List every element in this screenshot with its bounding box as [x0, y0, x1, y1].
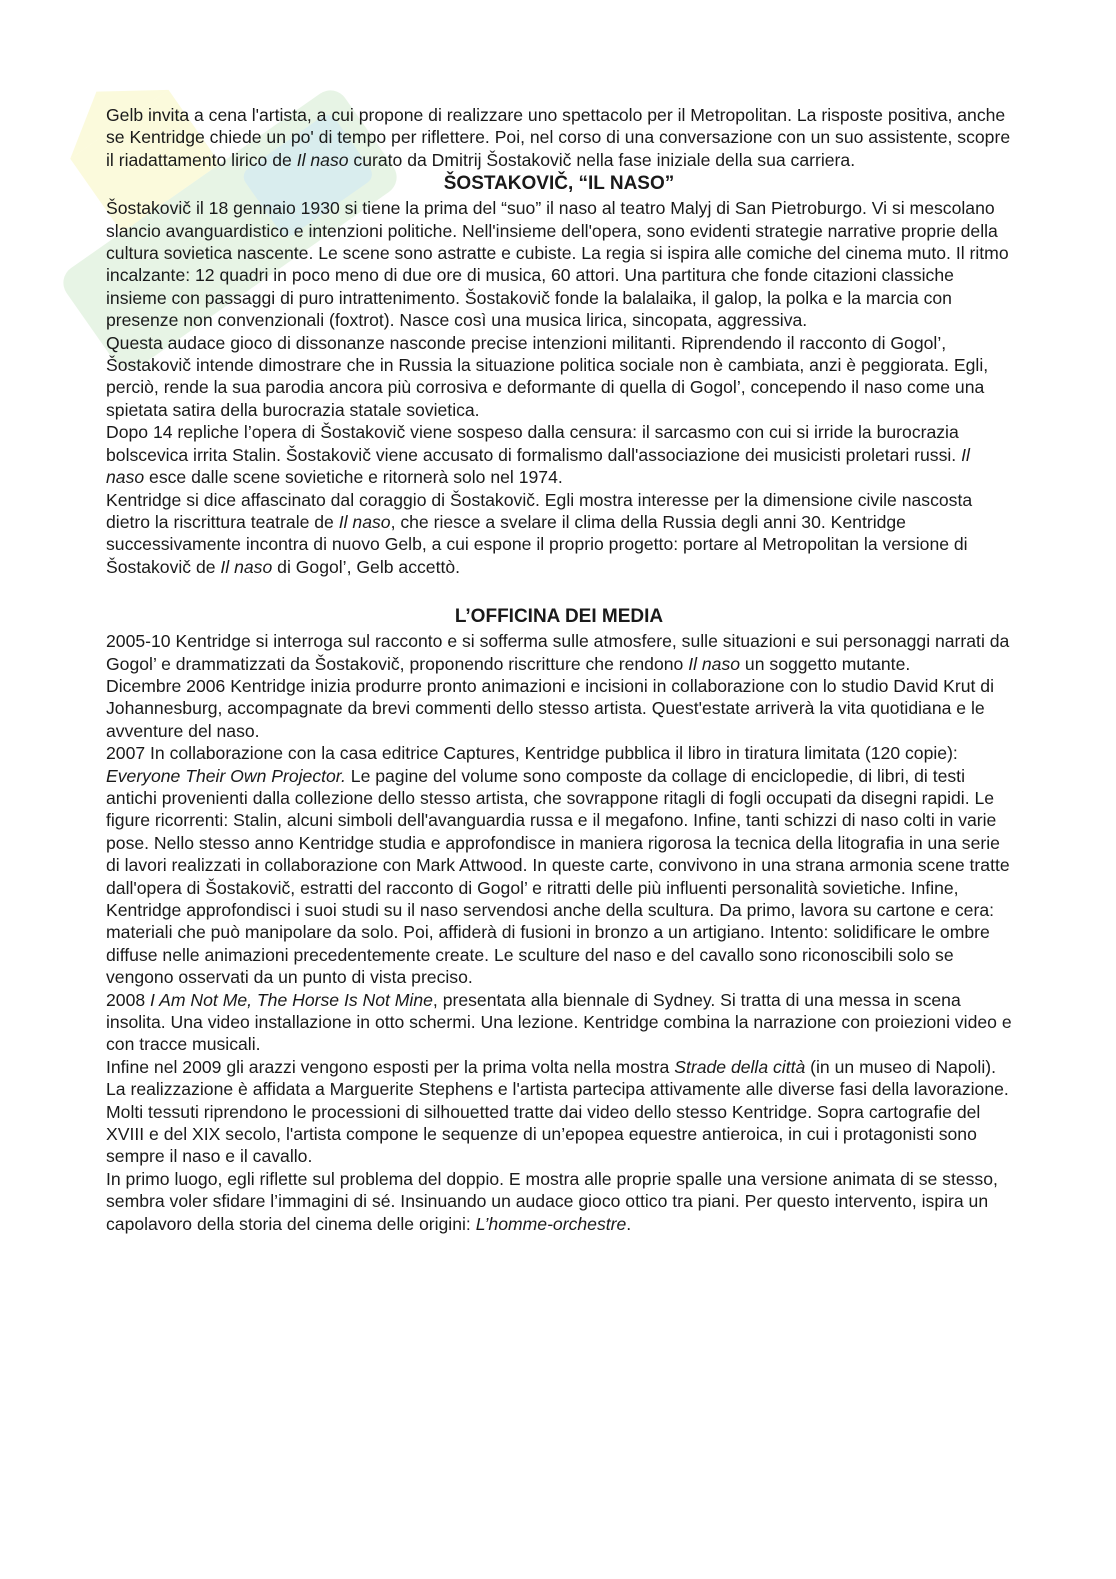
- body-paragraph: [106, 989, 1012, 1056]
- document-page: [106, 104, 1012, 1235]
- paragraph-text: Questa audace gioco di dissonanze nasconde precise intenzioni militanti. Riprendendo il racconto di Gogol’, Šostakovič intende dimostrare che in Russia la situazione politica sociale non è cambiata, anzi è peggiorata. Egli, perciò, rende la sua parodia ancora più corrosiva e deformante di quella di Gogol’, concependo il naso come una spietata satira della burocrazia statale sovietica.: [106, 332, 989, 420]
- paragraph-text: 2008: [106, 989, 151, 1010]
- paragraph-text: Dopo 14 repliche l’opera di Šostakovič viene sospeso dalla censura: il sarcasmo con cui si irride la burocrazia bolscevica irrita Stalin. Šostakovič viene accusato di formalismo dall'associazione dei musicisti proletari russi.: [106, 422, 962, 465]
- paragraph-text: Šostakovič il 18 gennaio 1930 si tiene la prima del “suo” il naso al teatro Malyj di San Pietroburgo. Vi si mescolano slancio avanguardistico e intenzioni politiche. Nell'insieme dell'opera, sono evidenti strategie narrative proprie della cultura sovietica nascente. Le scene sono astratte e cubiste. La regia si ispira alle comiche del cinema muto. Il ritmo incalzante: 12 quadri in poco meno di due ore di musica, 60 attori. Una partitura che fonde citazioni classiche insieme con passaggi di puro intrattenimento. Šostakovič fonde la balalaika, il galop, la polka e la marcia con presenze non convenzionali (foxtrot). Nasce così una musica lirica, sincopata, aggressiva.: [106, 198, 1009, 331]
- section-heading: ŠOSTAKOVIČ, “IL NASO”: [443, 173, 675, 195]
- paragraph-text: .: [626, 1213, 632, 1234]
- paragraph-text: , che riesce a svelare il clima della Russia degli anni 30. Kentridge successivamente incontra di nuovo Gelb, a cui espone il proprio progetto: portare al Metropolitan la versione di Šostakovič de: [106, 511, 968, 577]
- italic-title: Il naso: [338, 511, 391, 532]
- body-paragraph: [106, 421, 1012, 488]
- body-paragraph: [106, 197, 1012, 331]
- italic-title: Strade della città: [674, 1056, 806, 1077]
- body-paragraph: [106, 742, 1012, 988]
- paragraph-text: di Gogol’, Gelb accettò.: [272, 556, 461, 577]
- body-paragraph: [106, 630, 1012, 675]
- italic-title: Il naso: [296, 149, 349, 170]
- italic-title: Il naso: [220, 556, 273, 577]
- paragraph-text: 2007 In collaborazione con la casa editrice Captures, Kentridge pubblica il libro in tiratura limitata (120 copie):: [106, 743, 958, 764]
- italic-title: I Am Not Me, The Horse Is Not Mine: [150, 989, 433, 1010]
- italic-title: Everyone Their Own Projector.: [106, 765, 346, 786]
- paragraph-text: un soggetto mutante.: [740, 653, 911, 674]
- italic-title: Il naso: [688, 653, 741, 674]
- paragraph-text: , presentata alla biennale di Sydney. Si tratta di una messa in scena insolita. Una video installazione in otto schermi. Una lezione. Kentridge combina la narrazione con proiezioni video e con tracce musicali.: [106, 989, 1012, 1055]
- section-heading: L’OFFICINA DEI MEDIA: [454, 606, 664, 628]
- body-paragraph: [106, 489, 1012, 579]
- body-paragraph: [106, 332, 1012, 422]
- section-spacer: [106, 578, 1012, 604]
- paragraph-text: (in un museo di Napoli). La realizzazione è affidata a Marguerite Stephens e l'artista partecipa attivamente alle diverse fasi della lavorazione. Molti tessuti riprendono le processioni di silhouetted tratte dai video dello stesso Kentridge. Sopra cartografie del XVIII e del XIX secolo, l'artista compone le sequenze di un’epopea equestre antieroica, in cui i protagonisti sono sempre il naso e il cavallo.: [106, 1056, 1009, 1167]
- paragraph-text: Infine nel 2009 gli arazzi vengono esposti per la prima volta nella mostra: [106, 1056, 675, 1077]
- body-paragraph: [106, 675, 1012, 742]
- paragraph-text: Le pagine del volume sono composte da collage di enciclopedie, di libri, di testi antichi provenienti dalla collezione dello stesso artista, che sovrappone ritagli di fogli occupati da disegni rapidi. Le figure ricorrenti: Stalin, alcuni simboli dell'avanguardia russa e il megafono. Infine, tanti schizzi di naso colti in varie pose. Nello stesso anno Kentridge studia e approfondisce in maniera rigorosa la tecnica della litografia in una serie di lavori realizzati in collaborazione con Mark Attwood. In queste carte, convivono in una strana armonia scene tratte dall'opera di Šostakovič, estratti del racconto di Gogol’ e ritratti delle più influenti personalità sovietiche. Infine, Kentridge approfondisci i suoi studi su il naso servendosi anche della scultura. Da primo, lavora su cartone e cera: materiali che può manipolare da solo. Poi, affiderà di fusioni in bronzo a un artigiano. Intento: solidificare le ombre diffuse nelle animazioni precedentemente create. Le sculture del naso e del cavallo sono riconoscibili solo se vengono osservati da un punto di vista preciso.: [106, 765, 1010, 988]
- paragraph-text: Kentridge si dice affascinato dal coraggio di Šostakovič. Egli mostra interesse per la dimensione civile nascosta dietro la riscrittura teatrale de: [106, 489, 973, 532]
- paragraph-text: curato da Dmitrij Šostakovič nella fase iniziale della sua carriera.: [348, 149, 856, 170]
- body-paragraph: [106, 1168, 1012, 1235]
- paragraph-text: esce dalle scene sovietiche e ritornerà solo nel 1974.: [144, 467, 563, 488]
- body-paragraph: [106, 1056, 1012, 1168]
- italic-title: Il naso: [106, 444, 970, 488]
- paragraph-text: Gelb invita a cena l'artista, a cui propone di realizzare uno spettacolo per il Metropolitan. La risposte positiva, anche se Kentridge chiede un po' di tempo per riflettere. Poi, nel corso di una conversazione con un suo assistente, scopre il riadattamento lirico de: [106, 105, 1011, 170]
- paragraph-text: In primo luogo, egli riflette sul problema del doppio. E mostra alle proprie spalle una versione animata di se stesso, sembra voler sfidare l’immagini di sé. Insinuando un audace gioco ottico tra piani. Per questo intervento, ispira un capolavoro della storia del cinema delle origini:: [106, 1168, 998, 1234]
- paragraph-text: Dicembre 2006 Kentridge inizia produrre pronto animazioni e incisioni in collaborazione con lo studio David Krut di Johannesburg, accompagnate da brevi commenti dello stesso artista. Quest'estate arriverà la vita quotidiana e le avventure del naso.: [106, 675, 994, 741]
- body-paragraph: [106, 104, 1012, 171]
- italic-title: L’homme-orchestre: [475, 1213, 627, 1234]
- paragraph-text: 2005-10 Kentridge si interroga sul racconto e si sofferma sulle atmosfere, sulle situazioni e sui personaggi narrati da Gogol’ e drammatizzati da Šostakovič, proponendo riscritture che rendono: [106, 631, 1010, 674]
